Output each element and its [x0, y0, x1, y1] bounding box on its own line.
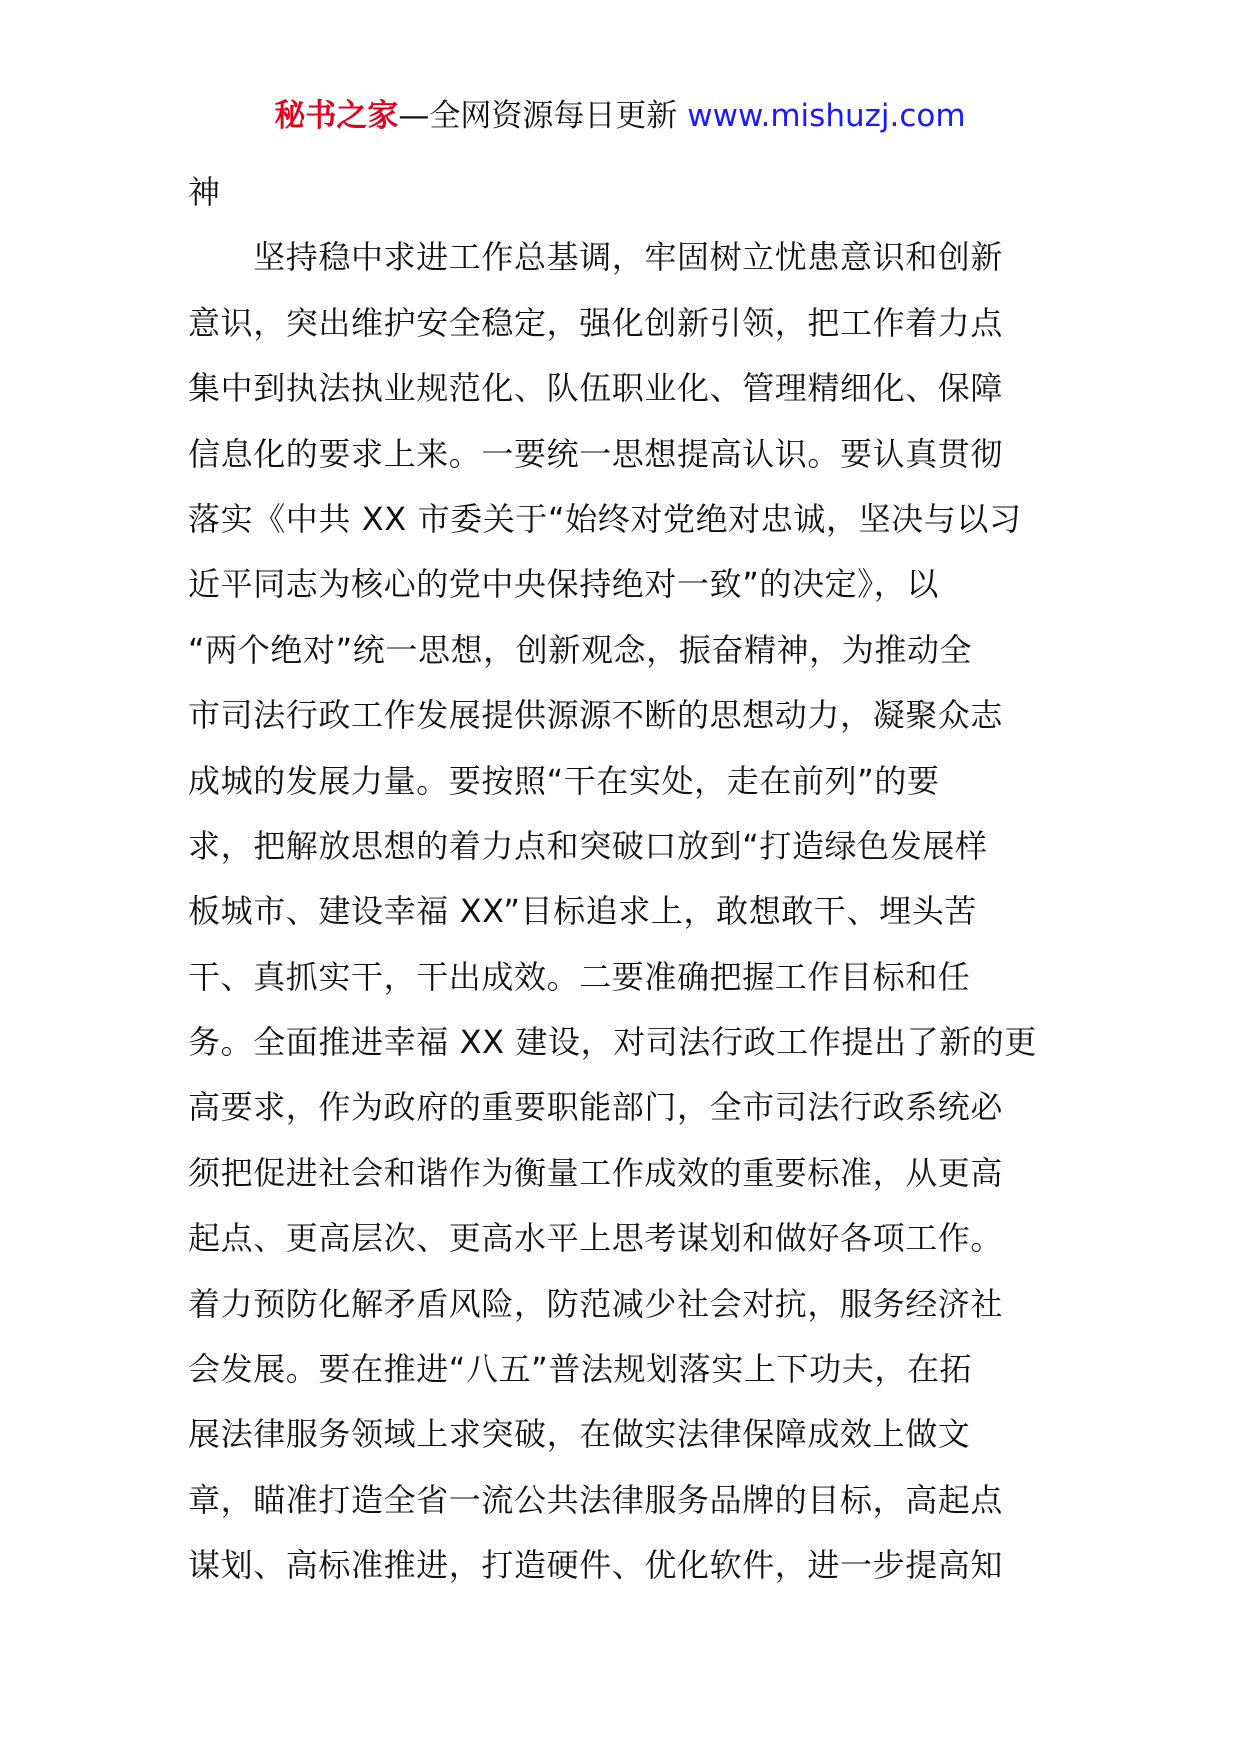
text-line: 求，把解放思想的着力点和突破口放到“打造绿色发展样 [188, 826, 988, 865]
text-line: 坚持稳中求进工作总基调，牢固树立忧患意识和创新 [188, 238, 1004, 277]
text-line: 谋划、高标准推进，打造硬件、优化软件，进一步提高知 [188, 1546, 1004, 1585]
site-slogan: —全网资源每日更新 [398, 98, 678, 134]
text-line: 落实《中共 XX 市委关于“始终对党绝对忠诚，坚决与以习 [188, 499, 1022, 538]
text-line: 干、真抓实干，干出成效。二要准确把握工作目标和任 [188, 957, 971, 996]
text-line: 板城市、建设幸福 XX”目标追求上，敢想敢干、埋头苦 [188, 892, 977, 931]
text-line: 务。全面推进幸福 XX 建设，对司法行政工作提出了新的更 [188, 1023, 1037, 1062]
text-line: 章，瞄准打造全省一流公共法律服务品牌的目标，高起点 [188, 1480, 1004, 1519]
document-body [188, 165, 1068, 1604]
text-line: 成城的发展力量。要按照“干在实处，走在前列”的要 [188, 761, 940, 800]
text-line: 高要求，作为政府的重要职能部门，全市司法行政系统必 [188, 1088, 1004, 1127]
text-line: 着力预防化解矛盾风险，防范减少社会对抗，服务经济社 [188, 1284, 1004, 1323]
text-line: “两个绝对”统一思想，创新观念，振奋精神，为推动全 [188, 630, 973, 669]
site-brand: 秘书之家 [274, 98, 399, 134]
text-line: 会发展。要在推进“八五”普法规划落实上下功夫，在拓 [188, 1350, 973, 1389]
text-line: 集中到执法执业规范化、队伍职业化、管理精细化、保障 [188, 369, 1004, 408]
text-line: 须把促进社会和谐作为衡量工作成效的重要标准，从更高 [188, 1153, 1004, 1192]
text-line: 神 [188, 173, 221, 211]
text-line: 展法律服务领域上求突破，在做实法律保障成效上做文 [188, 1415, 971, 1454]
site-url-link[interactable]: www.mishuzj.com [687, 98, 966, 134]
site-header [0, 96, 1240, 136]
text-line: 信息化的要求上来。一要统一思想提高认识。要认真贯彻 [188, 434, 1004, 473]
text-line: 市司法行政工作发展提供源源不断的思想动力，凝聚众志 [188, 696, 1004, 735]
text-line: 近平同志为核心的党中央保持绝对一致”的决定》，以 [188, 565, 939, 604]
text-line: 意识，突出维护安全稳定，强化创新引领，把工作着力点 [188, 303, 1004, 342]
text-line: 起点、更高层次、更高水平上思考谋划和做好各项工作。 [188, 1219, 1004, 1258]
